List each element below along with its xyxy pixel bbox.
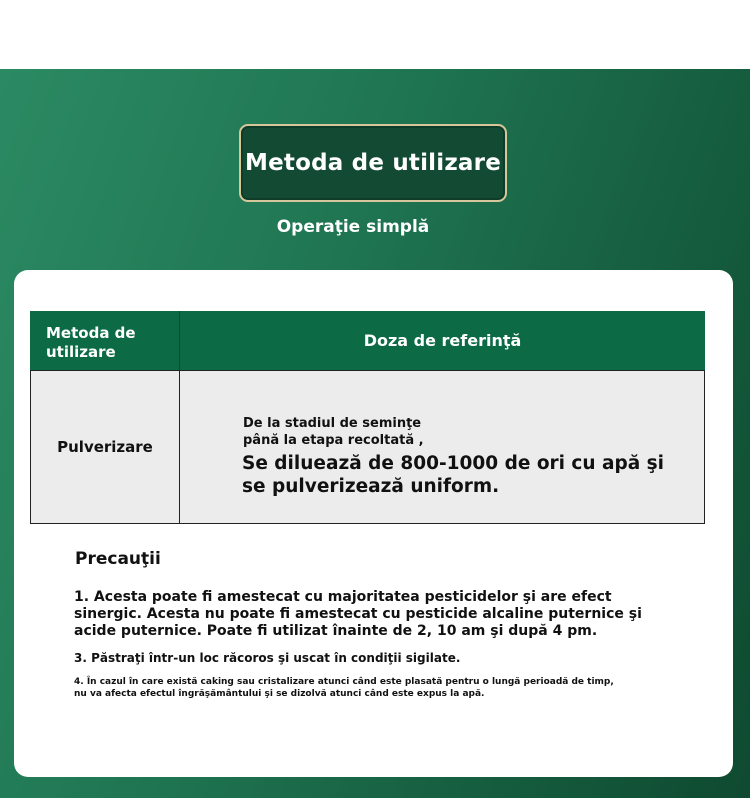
precautions-title: Precauţii [75,549,161,569]
precaution-item-4-line-2: nu va afecta efectul îngrăşământului şi se dizolvă atunci când este expus la apă. [74,689,485,699]
section-title: Metoda de utilizare [244,150,501,176]
cell-dose-stage [243,415,663,449]
cell-method: Pulverizare [57,438,153,456]
table-header-row [30,311,705,370]
header-dose: Doza de referinţă [363,331,522,350]
dose-stage-line-1: De la stadiul de seminţe [243,416,422,431]
header-method: Metoda de utilizare [46,324,136,361]
precaution-item-3: 3. Păstraţi într-un loc răcoros şi uscat în condiţii sigilate. [74,651,461,665]
dose-stage-line-2: până la etapa recoltată , [243,433,424,448]
precaution-item-1: 1. Acesta poate fi amestecat cu majoritatea pesticidelor şi are efect sinergic. Acesta nu poate fi amestecat cu pesticide alcaline puternice şi acide puternice. Poate fi utilizat înainte de 2, 10 am şi după 4 pm. [74,589,642,639]
usage-table [30,311,705,524]
cell-divider [179,371,180,523]
table-row [30,370,705,524]
precaution-item-4-line-1: 4. În cazul în care există caking sau cristalizare atunci când este plasată pentru o lungă perioadă de timp, [74,677,614,687]
cell-dose-instruction: Se diluează de 800-1000 de ori cu apă şi se pulverizează uniform. [242,453,665,497]
precaution-item-4 [74,676,694,700]
section-subtitle: Operaţie simplă [276,217,430,237]
section-title-box [239,124,507,202]
